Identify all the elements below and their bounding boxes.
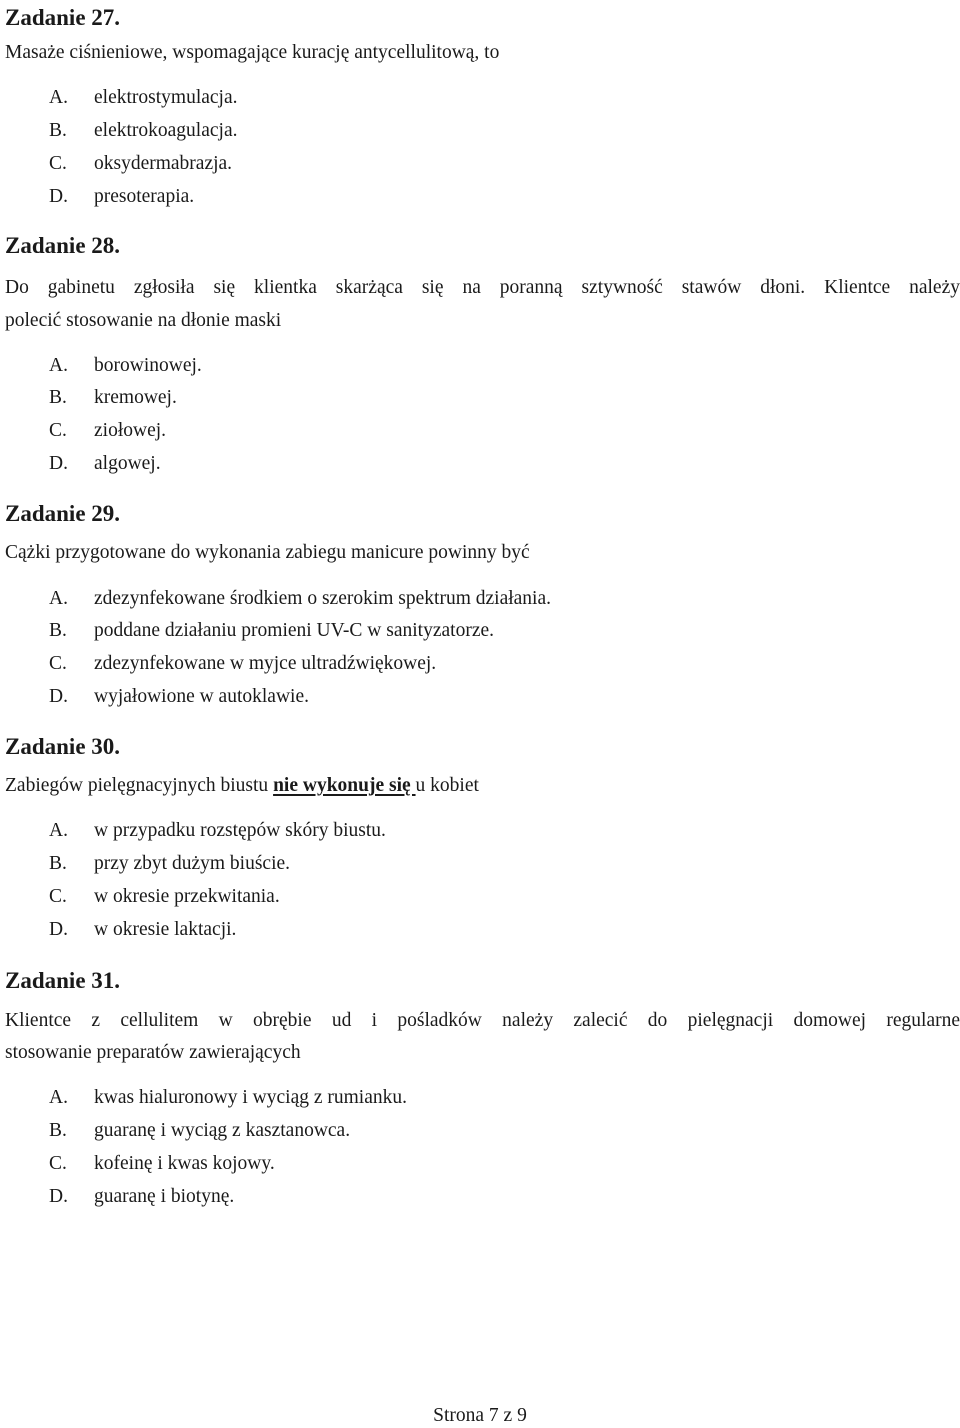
option-text: borowinowej. (94, 355, 202, 376)
option-letter: D. (49, 686, 68, 707)
option-letter: C. (49, 1153, 67, 1174)
task-28-title: Zadanie 28. (5, 233, 121, 258)
option-text: przy zbyt dużym biuście. (94, 853, 291, 874)
option-letter: C. (49, 886, 67, 907)
option-letter: A. (49, 588, 68, 609)
option-text: elektrostymulacja. (94, 87, 238, 108)
task-31-title: Zadanie 31. (5, 968, 121, 993)
option-letter: B. (49, 120, 67, 141)
option-letter: D. (49, 453, 68, 474)
option-letter: B. (49, 620, 67, 641)
option-letter: A. (49, 1087, 68, 1108)
option-text: zdezynfekowane w myjce ultradźwiękowej. (94, 653, 437, 674)
task-30-title: Zadanie 30. (5, 734, 121, 759)
option-text: guaranę i biotynę. (94, 1186, 235, 1207)
option-letter: B. (49, 853, 67, 874)
option-text: kofeinę i kwas kojowy. (94, 1153, 275, 1174)
option-text: elektrokoagulacja. (94, 120, 238, 141)
option-text: guaranę i wyciąg z kasztanowca. (94, 1120, 351, 1141)
option-text: ziołowej. (94, 420, 167, 441)
option-letter: C. (49, 653, 67, 674)
option-letter: D. (49, 919, 68, 940)
option-text: kwas hialuronowy i wyciąg z rumianku. (94, 1087, 408, 1108)
question-text: Zabiegów pielęgnacyjnych biustu (5, 775, 274, 796)
task-29-question: Cążki przygotowane do wykonania zabiegu manicure powinny być (5, 542, 530, 563)
task-29-title: Zadanie 29. (5, 501, 121, 526)
option-text: oksydermabrazja. (94, 153, 233, 174)
option-letter: C. (49, 153, 67, 174)
option-text: poddane działaniu promieni UV-C w sanityzatorze. (94, 620, 494, 641)
option-text: algowej. (94, 453, 161, 474)
option-letter: B. (49, 387, 67, 408)
option-letter: A. (49, 87, 68, 108)
option-text: w przypadku rozstępów skóry biustu. (94, 820, 386, 841)
option-text: zdezynfekowane środkiem o szerokim spektrum działania. (94, 588, 552, 609)
task-31-question-line1: Klientce z cellulitem w obrębie ud i pośladków należy zalecić do pielęgnacji domowej regularne (5, 1010, 960, 1031)
question-emphasis: nie wykonuje się (273, 775, 416, 796)
option-letter: D. (49, 186, 68, 207)
task-27-title: Zadanie 27. (5, 5, 121, 30)
option-text: kremowej. (94, 387, 177, 408)
task-27-question: Masaże ciśnieniowe, wspomagające kurację antycellulitową, to (5, 42, 500, 63)
question-text: u kobiet (415, 775, 479, 796)
option-letter: D. (49, 1186, 68, 1207)
page-number: Strona 7 z 9 (433, 1405, 527, 1426)
task-28-question-line2: polecić stosowanie na dłonie maski (5, 310, 282, 331)
option-text: w okresie przekwitania. (94, 886, 280, 907)
option-text: w okresie laktacji. (94, 919, 237, 940)
task-31-question-line2: stosowanie preparatów zawierających (5, 1042, 301, 1063)
option-text: presoterapia. (94, 186, 195, 207)
task-28-question-line1: Do gabinetu zgłosiła się klientka skarżąca się na poranną sztywność stawów dłoni. Klientce należy (5, 277, 960, 298)
task-30-question (5, 773, 479, 799)
option-letter: B. (49, 1120, 67, 1141)
option-letter: A. (49, 820, 68, 841)
option-letter: A. (49, 355, 68, 376)
option-text: wyjałowione w autoklawie. (94, 686, 309, 707)
option-letter: C. (49, 420, 67, 441)
